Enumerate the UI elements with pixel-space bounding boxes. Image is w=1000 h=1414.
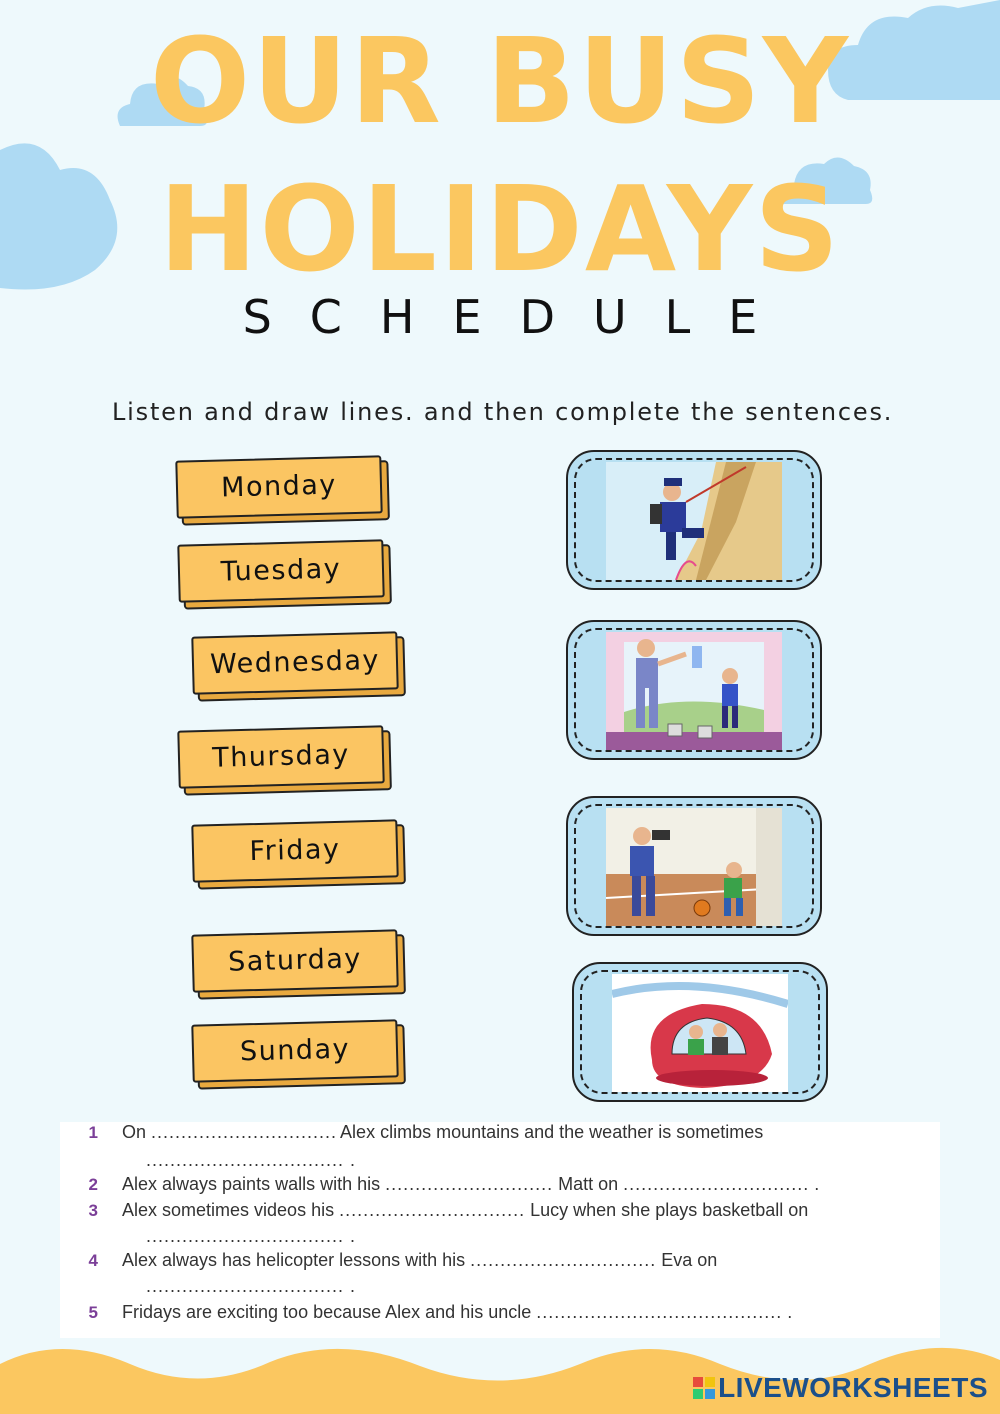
day-box-friday[interactable]: Friday xyxy=(191,819,398,882)
blank-field[interactable]: ................................. . xyxy=(146,1150,357,1170)
blank-field[interactable]: .............................. xyxy=(151,1122,332,1142)
blank-field[interactable]: ............................... xyxy=(339,1200,526,1220)
sentence-5 xyxy=(60,1302,792,1323)
sentence-number: 2 xyxy=(88,1175,98,1194)
sentence-number: 3 xyxy=(88,1201,98,1220)
blank-field[interactable]: ............................ xyxy=(385,1174,554,1194)
liveworksheets-logo[interactable] xyxy=(693,1372,988,1404)
page-title-line-1: OUR BUSY xyxy=(149,12,851,150)
sentence-panel xyxy=(60,1122,940,1338)
painting-walls-picture xyxy=(606,632,782,750)
sentence-4-line-2 xyxy=(146,1276,356,1297)
day-box-tuesday[interactable]: Tuesday xyxy=(177,539,384,602)
sentence-number: 1 xyxy=(88,1123,98,1142)
sentence-3-line-2 xyxy=(146,1226,356,1247)
sentence-text: Matt on xyxy=(553,1174,624,1194)
sentence-2 xyxy=(60,1174,819,1195)
picture-frame-3[interactable] xyxy=(566,796,822,936)
sentence-text: Alex sometimes videos his xyxy=(122,1200,340,1220)
sentence-text: . xyxy=(782,1302,793,1322)
blank-field[interactable]: ................................. . xyxy=(146,1226,357,1246)
day-box-monday[interactable]: Monday xyxy=(175,455,382,518)
picture-frame-2[interactable] xyxy=(566,620,822,760)
sentence-4 xyxy=(60,1250,717,1271)
blank-field[interactable]: ............................... xyxy=(470,1250,657,1270)
day-box-thursday[interactable]: Thursday xyxy=(177,725,384,788)
instruction-text: Listen and draw lines. and then complete the sentences. xyxy=(112,398,894,426)
sentence-text: . Alex climbs mountains and the weather is sometimes xyxy=(331,1122,764,1142)
sentence-text: Alex always paints walls with his xyxy=(122,1174,386,1194)
day-box-wednesday[interactable]: Wednesday xyxy=(191,631,398,694)
page-subtitle: SCHEDULE xyxy=(242,290,796,344)
sentence-text: Fridays are exciting too because Alex and his uncle xyxy=(122,1302,537,1322)
sentence-text: Eva on xyxy=(656,1250,718,1270)
helicopter-lesson-picture xyxy=(612,974,788,1092)
day-box-saturday[interactable]: Saturday xyxy=(191,929,398,992)
sentence-number: 4 xyxy=(88,1251,98,1270)
day-box-sunday[interactable]: Sunday xyxy=(191,1019,398,1082)
sentence-number: 5 xyxy=(88,1303,98,1322)
sentence-text: On xyxy=(122,1122,152,1142)
sentence-text: . xyxy=(809,1174,820,1194)
page-title-line-2: HOLIDAYS xyxy=(158,160,842,298)
sentence-1-line-2 xyxy=(146,1150,356,1171)
sentence-text: Lucy when she plays basketball on xyxy=(525,1200,809,1220)
blank-field[interactable]: ................................. . xyxy=(146,1276,357,1296)
sentence-text: Alex always has helicopter lessons with his xyxy=(122,1250,471,1270)
basketball-video-picture xyxy=(606,808,782,926)
picture-frame-4[interactable] xyxy=(572,962,828,1102)
blank-field[interactable]: ......................................... xyxy=(536,1302,783,1322)
logo-text: LIVEWORKSHEETS xyxy=(718,1372,988,1403)
sentence-1 xyxy=(60,1122,763,1143)
picture-frame-1[interactable] xyxy=(566,450,822,590)
blank-field[interactable]: ............................... xyxy=(623,1174,810,1194)
mountain-climbing-picture xyxy=(606,462,782,580)
liveworksheets-logo-icon xyxy=(693,1377,715,1399)
sentence-3 xyxy=(60,1200,808,1221)
